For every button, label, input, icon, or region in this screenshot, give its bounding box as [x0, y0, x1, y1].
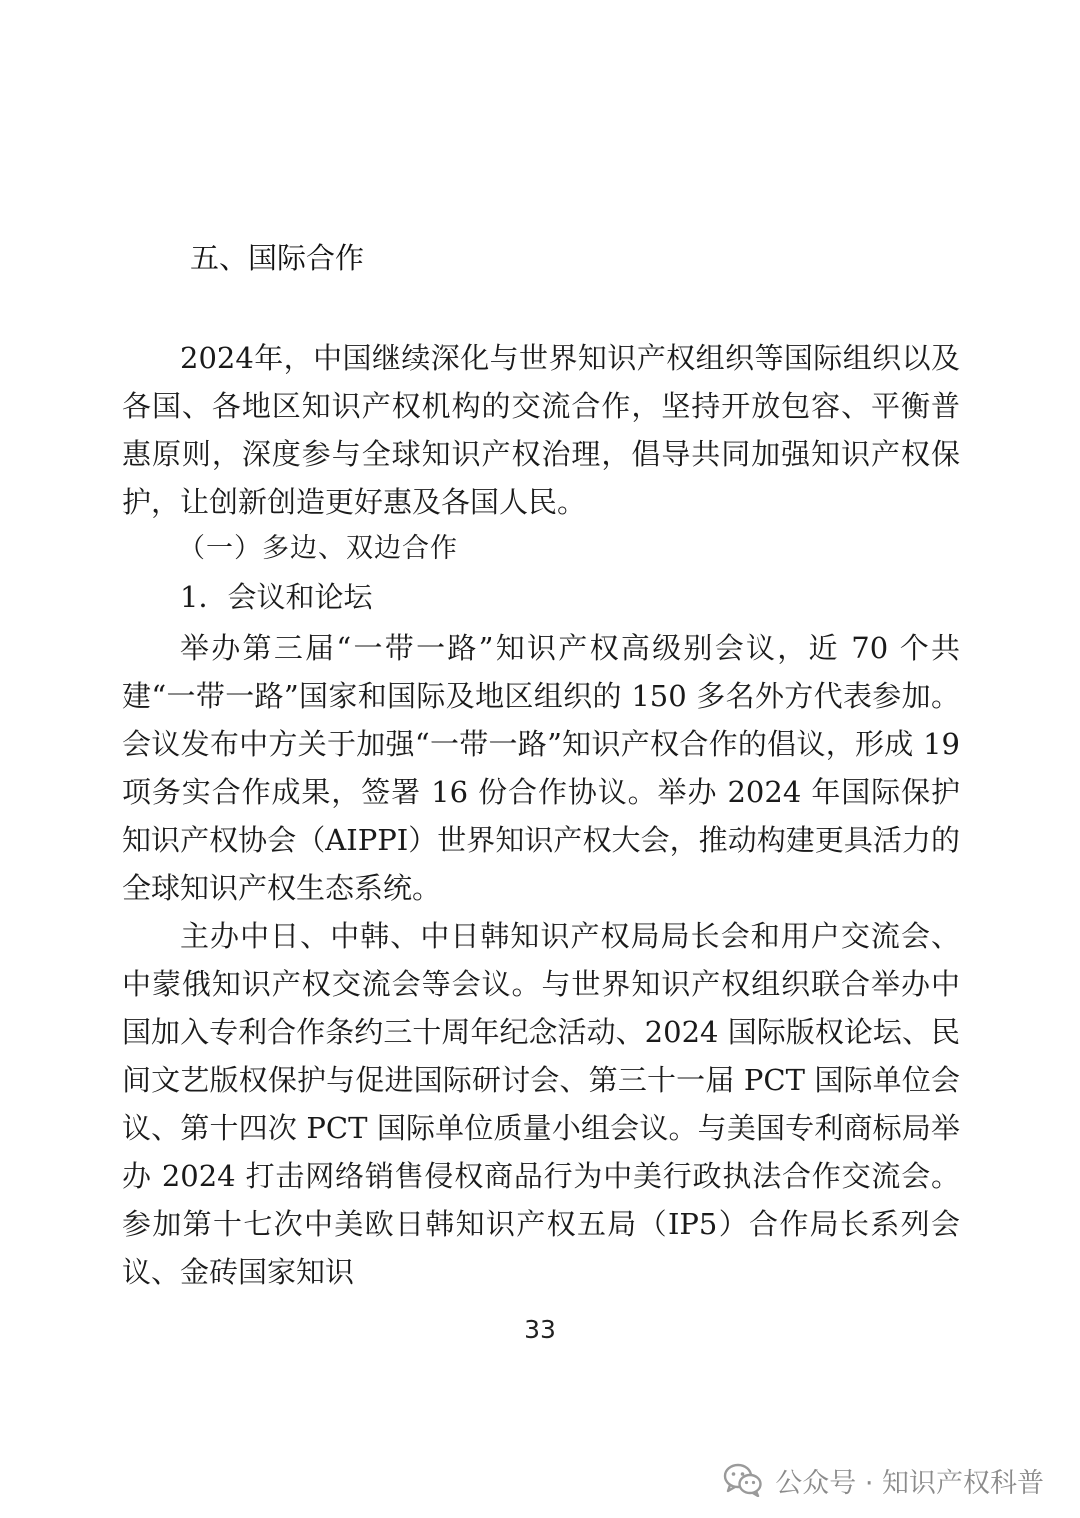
watermark-text: 公众号 · 知识产权科普: [775, 1467, 1044, 1499]
wechat-icon: [723, 1463, 763, 1497]
intro-paragraph: 2024年，中国继续深化与世界知识产权组织等国际组织以及各国、各地区知识产权机构的交流合作，坚持开放包容、平衡普惠原则，深度参与全球知识产权治理，倡导共同加强知识产权保护，让创新创造更好惠及各国人民。: [122, 341, 960, 519]
paragraph-bilateral-meetings: 主办中日、中韩、中日韩知识产权局局长会和用户交流会、中蒙俄知识产权交流会等会议。与世界知识产权组织联合举办中国加入专利合作条约三十周年纪念活动、2024 国际版权论坛、民间文艺版权保护与促进国际研讨会、第三十一届 PCT 国际单位会议、第十四次 PCT 国际单位质量小组会议。与美国专利商标局举办 2024 打击网络销售侵权商品行为中美行政执法合作交流会。参加第十七次中美欧日韩知识产权五局（IP5）合作局长系列会议、金砖国家知识: [122, 919, 960, 1289]
page-number: 33: [524, 1315, 556, 1344]
section-heading: 五、国际合作: [190, 241, 365, 275]
subsection-heading: （一）多边、双边合作: [178, 533, 458, 564]
paragraph-belt-and-road: 举办第三届“一带一路”知识产权高级别会议，近 70 个共建“一带一路”国家和国际及地区组织的 150 多名外方代表参加。会议发布中方关于加强“一带一路”知识产权合作的倡议，形成 19 项务实合作成果，签署 16 份合作协议。举办 2024 年国际保护知识产权协会（AIPPI）世界知识产权大会，推动构建更具活力的全球知识产权生态系统。: [122, 631, 960, 905]
item-heading: 1．会议和论坛: [180, 580, 373, 614]
watermark: [723, 1458, 1044, 1502]
